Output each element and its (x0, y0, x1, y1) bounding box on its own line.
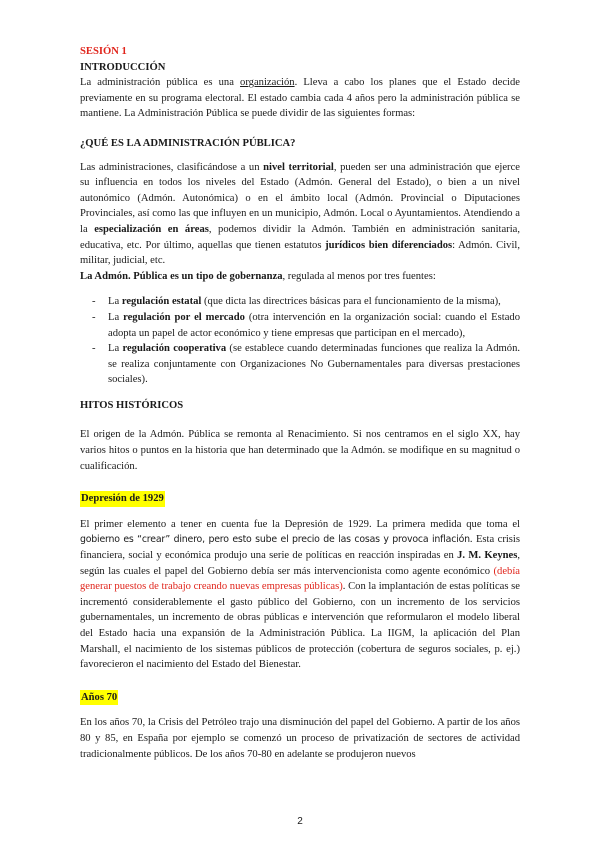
intro-paragraph (80, 75, 520, 122)
handwritten-note: gobierno es “crear” dinero, pero esto sube el precio de las cosas y provoca inflación (80, 534, 470, 546)
nivel-territorial-term: nivel territorial (263, 161, 334, 173)
que-es-text-1: Las administraciones, clasificándose a un (80, 161, 264, 173)
depresion-heading: Depresión de 1929 (80, 491, 165, 507)
gobernanza-paragraph (80, 269, 520, 285)
regulacion-estatal-term: regulación estatal (121, 296, 202, 308)
page-number: 2 (297, 816, 303, 827)
gobernanza-term: La Admón. Pública es un tipo de gobernanza (80, 270, 283, 282)
que-es-text-4: : Admón. Civil, militar, judicial, etc. (80, 239, 520, 267)
intro-text-2: . Lleva a cabo los planes que el Estado decide previamente en su programa electoral. El estado cambia cada 4 años pero la administración pública se mantiene. La Administración Pública se puede dividir de las siguientes formas: (80, 77, 520, 120)
especializacion-term: especialización en áreas (94, 223, 209, 235)
intro-text-1: La administración pública es una (80, 77, 241, 89)
hitos-heading: HITOS HISTÓRICOS (80, 399, 184, 411)
que-es-text-2: , pueden ser una administración que ejerce su influencia en todos los niveles del Estado (Admón. General del Estado), o bien a un nivel autonómico (Admón. Autonómica) o en el ámbito local (Admón. Provincial o Diputaciones Provinciales, así como las que influyen en un municipio, Admón. Local o Ayuntamientos. Atendiendo a la (80, 161, 520, 235)
keynes-term: J. M. Keynes (457, 550, 518, 562)
gobernanza-text: , regulada al menos por tres fuentes: (282, 270, 436, 282)
list-item: - La regulación cooperativa (se establece cuando determinadas funciones que realiza la Admón. se realiza conjuntamente con Organizaciones No Gubernamentales para diversas prestaciones sociales). (92, 343, 521, 386)
list-item: - La regulación estatal (que dicta las directrices básicas para el funcionamiento de la misma), (92, 296, 501, 308)
regulacion-cooperativa-term: regulación cooperativa (122, 343, 227, 355)
hitos-paragraph: El origen de la Admón. Pública se remonta al Renacimiento. Si nos centramos en el siglo XX, hay varios hitos o puntos en la historia que han determinado que la Admón. se modifique en su magnitud o cualificación. (80, 429, 520, 472)
anos70-heading: Años 70 (80, 690, 118, 706)
regulacion-mercado-term: regulación por el mercado (123, 311, 245, 323)
juridicos-term: jurídicos bien diferenciados (325, 239, 453, 251)
que-es-heading: ¿QUÉ ES LA ADMINISTRACIÓN PÚBLICA? (80, 137, 296, 149)
session-title: SESIÓN 1 (80, 46, 127, 57)
depresion-paragraph: El primer elemento a tener en cuenta fue la Depresión de 1929. La primera medida que toma el gobierno es “crear” dinero, pero esto sube el precio de las cosas y provoca inflación. Esta crisis financiera, social y económica produjo una serie de políticas en reacción inspiradas en J. M. Keynes, según las cuales el papel del Gobierno debía ser más intervencionista como agente económico (debía generar puestos de trabajo creando nuevas empresas públicas). Con la implantación de estas políticas se incrementó considerablemente el gasto público del Gobierno, con un incremento de los servicios gubernamentales, un incremento de obras públicas e intervención que reformularon el modelo liberal del Estado hacia una expansión de la Administración Pública. La IIGM, la aplicación del Plan Marshall, el nacimiento de los sistemas públicos de protección (cobertura de seguros sociales, p. ej.) favorecieron el nacimiento del Estado del Bienestar. (80, 518, 520, 671)
red-annotation: (debía generar puestos de trabajo creando nuevas empresas públicas) (80, 565, 520, 593)
regulation-list (80, 294, 520, 388)
intro-heading: INTRODUCCIÓN (80, 61, 166, 73)
document-page (80, 44, 520, 762)
organizacion-link[interactable]: organización (240, 77, 295, 89)
que-es-text-3: , podemos dividir la Admón. También en administración sanitaria, educativa, etc. Por último, aquellas que tienen estatutos (80, 223, 521, 251)
list-item: - La regulación por el mercado (otra intervención en la organización social: cuando el Estado adopta un papel de actor económico y tiene empresas que participan en el mercado), (92, 311, 520, 339)
que-es-paragraph (80, 160, 520, 269)
anos70-paragraph: En los años 70, la Crisis del Petróleo trajo una disminución del papel del Gobierno. A partir de los años 80 y 85, en España por ejemplo se comenzó un proceso de privatización de sectores de actividad tradicionalmente públicos. De los años 70-80 en adelante se produjeron nuevos (80, 717, 520, 760)
